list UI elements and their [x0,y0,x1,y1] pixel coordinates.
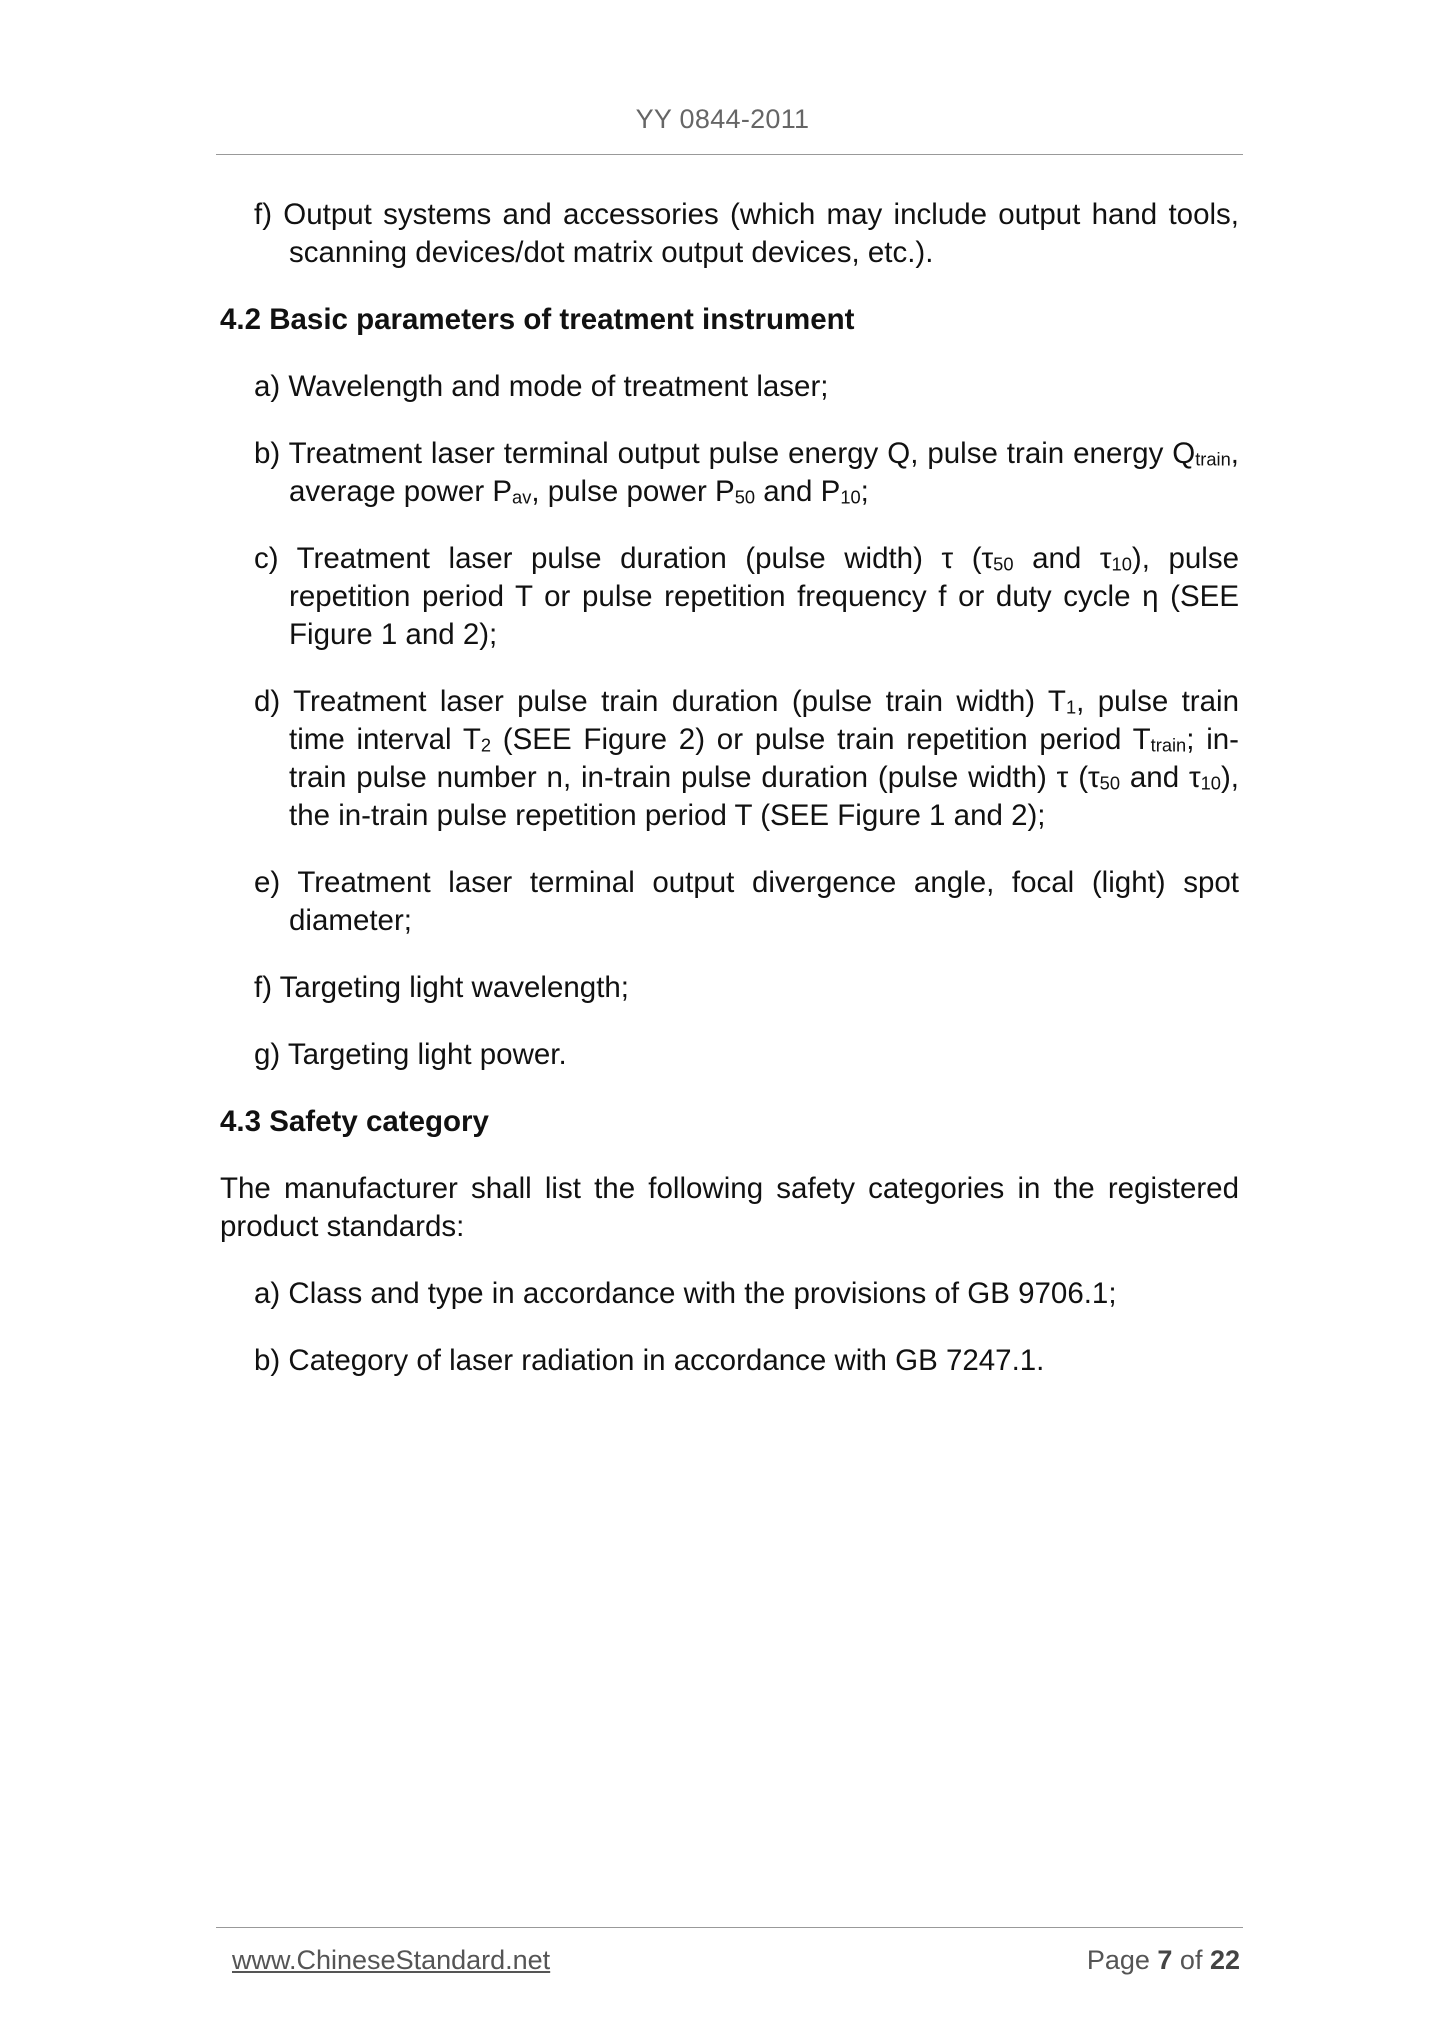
list-item-c-pulse-duration: c) Treatment laser pulse duration (pulse width) τ ($\tau_{50}$ and $\tau_{10}$), pulse repetition period T or pulse repetition frequency f or duty cycle η (SEE Figure 1 and 2); [254,542,1239,651]
list-item-e-divergence: e) Treatment laser terminal output divergence angle, focal (light) spot diameter; [254,866,1239,937]
list-item-a-wavelength: a) Wavelength and mode of treatment laser; [254,370,829,403]
list-item-d-pulse-train: d) Treatment laser pulse train duration (pulse train width) $T_1$, pulse train time interval $T_2$ (SEE Figure 2) or pulse train repetition period $T_{train}$; in-train pulse number n, in-train pulse duration (pulse width) τ ($\tau_{50}$ and $\tau_{10}$), the in-train pulse repetition period T (SEE Figure 1 and 2); [254,685,1239,832]
page-body [220,196,1239,1409]
list-item-a-class-type: a) Class and type in accordance with the provisions of GB 9706.1; [254,1277,1117,1310]
list-item-b-pulse-energy: b) Treatment laser terminal output pulse energy Q, pulse train energy $Q_{train}$, average power $P_{av}$, pulse power $P_{50}$ and $P_{10}$; [254,437,1239,508]
header-divider [216,154,1243,155]
section-heading-4-3: 4.3 Safety category [220,1105,489,1138]
list-item-b-laser-category: b) Category of laser radiation in accordance with GB 7247.1. [254,1344,1045,1377]
website-link[interactable]: www.ChineseStandard.net [232,1945,551,1975]
list-item-f-output-systems: f) Output systems and accessories (which may include output hand tools, scanning devices/dot matrix output devices, etc.). [254,198,1239,269]
list-item-f-targeting-wavelength: f) Targeting light wavelength; [254,971,629,1004]
section-heading-4-2: 4.2 Basic parameters of treatment instrument [220,303,855,336]
page-number: Page 7 of 22 [1086,1945,1240,1975]
page-header: YY 0844-2011 [635,104,810,134]
list-item-g-targeting-power: g) Targeting light power. [254,1038,567,1071]
footer-divider [216,1927,1243,1928]
section-4-3-intro: The manufacturer shall list the following safety categories in the registered product standards: [220,1172,1239,1243]
